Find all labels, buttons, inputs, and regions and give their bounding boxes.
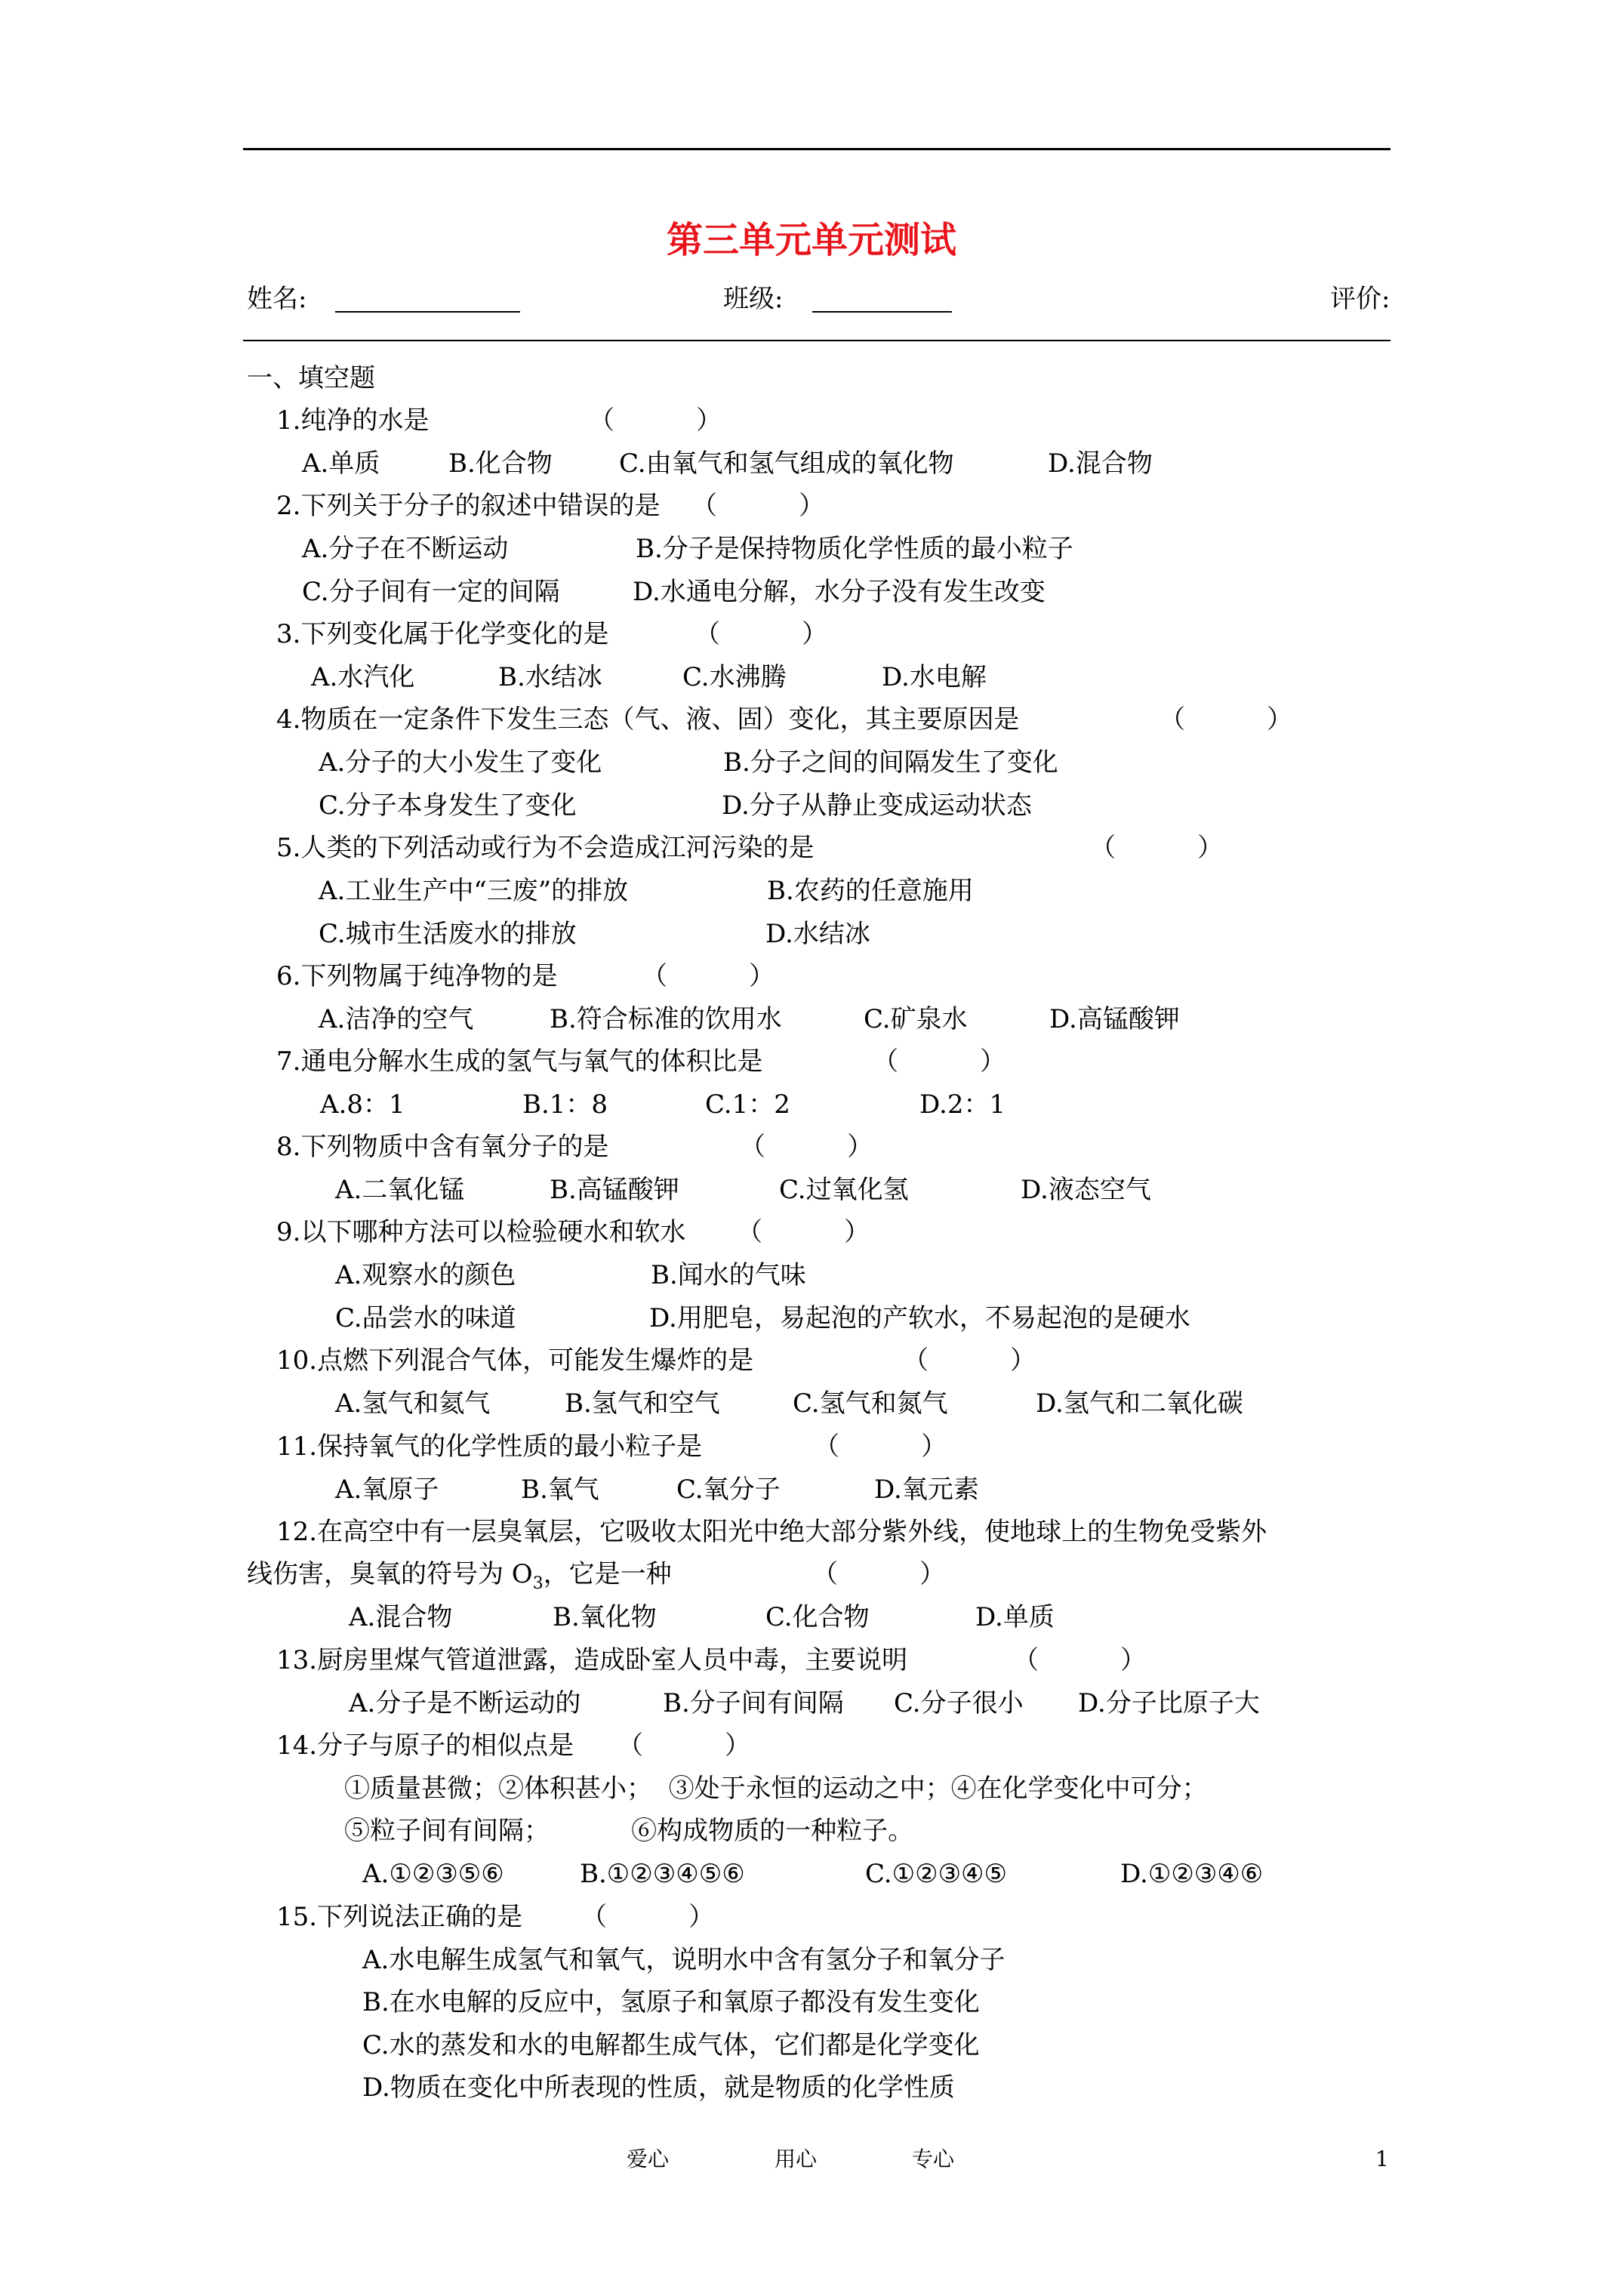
question-7-paren: （ ） (873, 1046, 1006, 1077)
question-13-option-c: C.分子很小 (894, 1688, 1024, 1718)
question-2-option-a: A.分子在不断运动 (302, 534, 509, 564)
question-4-option-a: A.分子的大小发生了变化 (319, 747, 602, 778)
question-5-option-b: B.农药的任意施用 (767, 876, 974, 906)
question-1-option-d: D.混合物 (1048, 448, 1153, 479)
question-3-paren: （ ） (694, 619, 828, 649)
question-6-option-d: D.高锰酸钾 (1049, 1004, 1180, 1034)
question-4-paren: （ ） (1160, 704, 1293, 735)
question-6-option-b: B.符合标准的饮用水 (550, 1004, 782, 1034)
question-3-option-c: C.水沸腾 (682, 662, 787, 692)
question-4-option-d: D.分子从静止变成运动状态 (722, 791, 1032, 821)
question-2-option-c: C.分子间有一定的间隔 (302, 577, 560, 607)
question-7-option-a: A.8：1 (320, 1089, 405, 1120)
name-label: 姓名: (247, 284, 307, 314)
question-15-option-d: D.物质在变化中所表现的性质，就是物质的化学性质 (362, 2073, 955, 2103)
section-heading: 一、填空题 (247, 363, 375, 393)
question-13-paren: （ ） (1013, 1645, 1147, 1675)
footer-left: 爱心 (627, 2147, 670, 2171)
question-7-stem: 7.通电分解水生成的氢气与氧气的体积比是 (276, 1046, 763, 1077)
question-6-option-c: C.矿泉水 (864, 1004, 968, 1034)
footer-middle: 用心 (775, 2147, 818, 2171)
question-15-paren: （ ） (581, 1902, 715, 1932)
question-7-option-d: D.2：1 (919, 1089, 1006, 1120)
question-9-paren: （ ） (737, 1217, 870, 1247)
question-13-option-a: A.分子是不断运动的 (349, 1688, 581, 1718)
header-rule (243, 340, 1390, 341)
class-blank (812, 311, 952, 313)
question-8-stem: 8.下列物质中含有氧分子的是 (276, 1132, 609, 1162)
question-12-stem-line2: 线伤害，臭氧的符号为 $O_3$，它是一种 (247, 1559, 672, 1593)
top-rule (243, 148, 1390, 150)
question-3-stem: 3.下列变化属于化学变化的是 (276, 619, 609, 649)
question-10-stem: 10.点燃下列混合气体，可能发生爆炸的是 (276, 1345, 754, 1376)
question-12-paren: （ ） (812, 1559, 946, 1589)
question-10-option-c: C.氢气和氮气 (793, 1388, 948, 1419)
question-1-option-c: C.由氧气和氢气组成的氧化物 (619, 448, 954, 479)
question-1-option-a: A.单质 (302, 448, 380, 479)
question-4-option-b: B.分子之间的间隔发生了变化 (723, 747, 1058, 778)
question-9-option-c: C.品尝水的味道 (335, 1303, 516, 1333)
question-8-option-b: B.高锰酸钾 (550, 1175, 679, 1205)
question-15-option-b: B.在水电解的反应中，氢原子和氧原子都没有发生变化 (362, 1987, 980, 2017)
question-3-option-b: B.水结冰 (498, 662, 602, 692)
question-3-option-d: D.水电解 (882, 662, 987, 692)
question-2-option-b: B.分子是保持物质化学性质的最小粒子 (636, 534, 1073, 564)
question-1-option-b: B.化合物 (448, 448, 553, 479)
question-14-paren: （ ） (617, 1730, 751, 1761)
question-4-stem: 4.物质在一定条件下发生三态（气、液、固）变化，其主要原因是 (276, 704, 1020, 735)
name-blank (335, 311, 520, 313)
question-8-option-d: D.液态空气 (1021, 1175, 1151, 1205)
question-6-paren: （ ） (642, 961, 775, 991)
question-10-option-a: A.氢气和氦气 (335, 1388, 491, 1419)
footer-right: 专心 (912, 2147, 955, 2171)
question-8-option-c: C.过氧化氢 (779, 1175, 909, 1205)
question-15-option-c: C.水的蒸发和水的电解都生成气体，它们都是化学变化 (362, 2030, 980, 2060)
question-6-stem: 6.下列物属于纯净物的是 (276, 961, 558, 991)
question-15-option-a: A.水电解生成氢气和氧气，说明水中含有氢分子和氧分子 (362, 1945, 1006, 1975)
question-12-stem: 12.在高空中有一层臭氧层，它吸收太阳光中绝大部分紫外线，使地球上的生物免受紫外 (276, 1517, 1267, 1547)
question-2-option-d: D.水通电分解，水分子没有发生改变 (633, 577, 1046, 607)
question-8-option-a: A.二氧化锰 (335, 1175, 465, 1205)
question-6-option-a: A.洁净的空气 (319, 1004, 474, 1034)
question-14-option-b: B.①②③④⑤⑥ (580, 1859, 745, 1889)
question-5-stem: 5.人类的下列活动或行为不会造成江河污染的是 (276, 833, 815, 863)
question-10-paren: （ ） (903, 1345, 1036, 1376)
question-11-option-d: D.氧元素 (874, 1475, 979, 1505)
question-9-option-b: B.闻水的气味 (651, 1260, 806, 1290)
question-7-option-c: C.1：2 (705, 1089, 790, 1120)
page-number: 1 (1375, 2147, 1389, 2171)
question-9-option-a: A.观察水的颜色 (335, 1260, 516, 1290)
question-5-option-d: D.水结冰 (765, 919, 870, 949)
question-11-option-b: B.氧气 (521, 1475, 599, 1505)
question-12-option-c: C.化合物 (765, 1602, 870, 1632)
question-1-stem: 1.纯净的水是 (276, 405, 430, 436)
question-9-stem: 9.以下哪种方法可以检验硬水和软水 (276, 1217, 686, 1247)
page-title: 第三单元单元测试 (666, 219, 956, 261)
question-4-option-c: C.分子本身发生了变化 (319, 791, 577, 821)
question-13-stem: 13.厨房里煤气管道泄露，造成卧室人员中毒，主要说明 (276, 1645, 908, 1675)
question-5-paren: （ ） (1090, 833, 1224, 863)
question-7-option-b: B.1：8 (522, 1089, 608, 1120)
question-12-option-b: B.氧化物 (553, 1602, 657, 1632)
question-1-paren: （ ） (589, 405, 722, 436)
question-11-option-a: A.氧原子 (335, 1475, 439, 1505)
question-12-option-a: A.混合物 (349, 1602, 453, 1632)
question-14-option-c: C.①②③④⑤ (865, 1859, 1008, 1889)
question-2-paren: （ ） (691, 491, 825, 521)
question-14-statement-1: ①质量甚微；②体积甚小； ③处于永恒的运动之中；④在化学变化中可分； (344, 1774, 1208, 1804)
question-10-option-d: D.氢气和二氧化碳 (1036, 1388, 1243, 1419)
question-14-stem: 14.分子与原子的相似点是 (276, 1730, 574, 1761)
question-14-option-d: D.①②③④⑥ (1120, 1859, 1264, 1889)
question-14-option-a: A.①②③⑤⑥ (362, 1859, 504, 1889)
question-5-option-a: A.工业生产中“三废”的排放 (319, 876, 629, 906)
question-13-option-b: B.分子间有间隔 (663, 1688, 844, 1718)
question-9-option-d: D.用肥皂，易起泡的产软水，不易起泡的是硬水 (649, 1303, 1190, 1333)
grade-label: 评价: (1330, 284, 1390, 314)
question-11-option-c: C.氧分子 (676, 1475, 781, 1505)
question-11-paren: （ ） (814, 1432, 947, 1462)
question-3-option-a: A.水汽化 (311, 662, 415, 692)
class-label: 班级: (723, 284, 784, 314)
question-15-stem: 15.下列说法正确的是 (276, 1902, 523, 1932)
question-10-option-b: B.氢气和空气 (565, 1388, 720, 1419)
question-12-option-d: D.单质 (975, 1602, 1055, 1632)
question-2-stem: 2.下列关于分子的叙述中错误的是 (276, 491, 661, 521)
question-13-option-d: D.分子比原子大 (1078, 1688, 1260, 1718)
question-14-statement-2: ⑤粒子间有间隔； ⑥构成物质的一种粒子。 (344, 1816, 914, 1846)
question-5-option-c: C.城市生活废水的排放 (319, 919, 577, 949)
question-8-paren: （ ） (740, 1132, 873, 1162)
question-11-stem: 11.保持氧气的化学性质的最小粒子是 (276, 1432, 703, 1462)
